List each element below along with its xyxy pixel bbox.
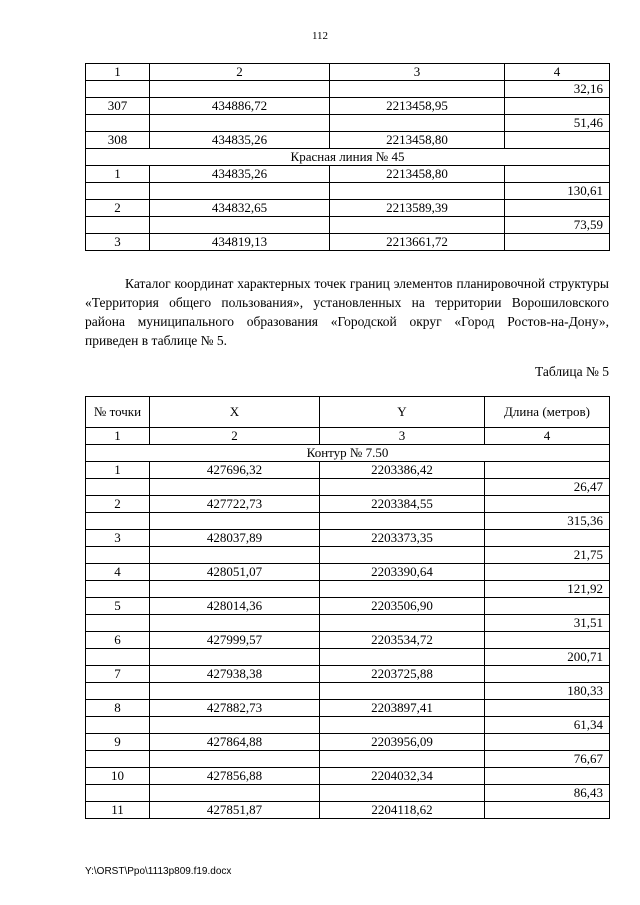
empty-cell xyxy=(320,547,485,564)
length-row xyxy=(86,115,610,132)
length-cell xyxy=(505,132,610,149)
empty-cell xyxy=(320,649,485,666)
length-cell xyxy=(485,462,610,479)
empty-cell xyxy=(86,581,150,598)
length-cell xyxy=(505,166,610,183)
point-number: 6 xyxy=(86,632,150,649)
section-title: Красная линия № 45 xyxy=(86,149,610,166)
length-cell xyxy=(485,496,610,513)
y-coordinate: 2203725,88 xyxy=(320,666,485,683)
point-row xyxy=(86,666,610,683)
point-number: 308 xyxy=(86,132,150,149)
segment-length: 130,61 xyxy=(505,183,610,200)
segment-length: 51,46 xyxy=(505,115,610,132)
y-coordinate: 2203373,35 xyxy=(320,530,485,547)
file-path-footer: Y:\ORST\Ppo\1113p809.f19.docx xyxy=(85,866,232,877)
column-number: 1 xyxy=(86,64,150,81)
length-cell xyxy=(505,98,610,115)
length-row xyxy=(86,717,610,734)
point-row xyxy=(86,632,610,649)
empty-cell xyxy=(320,615,485,632)
length-cell xyxy=(485,802,610,819)
length-row xyxy=(86,785,610,802)
point-number: 11 xyxy=(86,802,150,819)
x-coordinate: 427696,32 xyxy=(150,462,320,479)
length-row xyxy=(86,683,610,700)
x-coordinate: 434886,72 xyxy=(150,98,330,115)
empty-cell xyxy=(86,785,150,802)
section-title: Контур № 7.50 xyxy=(86,445,610,462)
segment-length: 200,71 xyxy=(485,649,610,666)
point-number: 4 xyxy=(86,564,150,581)
point-row xyxy=(86,98,610,115)
column-number: 2 xyxy=(150,64,330,81)
empty-cell xyxy=(86,717,150,734)
length-row xyxy=(86,513,610,530)
y-coordinate: 2203386,42 xyxy=(320,462,485,479)
length-row xyxy=(86,183,610,200)
segment-length: 180,33 xyxy=(485,683,610,700)
empty-cell xyxy=(86,547,150,564)
point-number: 10 xyxy=(86,768,150,785)
column-number: 3 xyxy=(320,428,485,445)
segment-length: 21,75 xyxy=(485,547,610,564)
segment-length: 26,47 xyxy=(485,479,610,496)
y-coordinate: 2213458,80 xyxy=(330,166,505,183)
x-coordinate: 434819,13 xyxy=(150,234,330,251)
length-cell xyxy=(485,768,610,785)
y-coordinate: 2203384,55 xyxy=(320,496,485,513)
empty-cell xyxy=(150,683,320,700)
y-coordinate: 2203956,09 xyxy=(320,734,485,751)
length-cell xyxy=(485,734,610,751)
empty-cell xyxy=(320,479,485,496)
empty-cell xyxy=(86,217,150,234)
empty-cell xyxy=(150,785,320,802)
x-coordinate: 434835,26 xyxy=(150,132,330,149)
column-header: № точки xyxy=(86,397,150,428)
x-coordinate: 427938,38 xyxy=(150,666,320,683)
point-number: 7 xyxy=(86,666,150,683)
column-header: Y xyxy=(320,397,485,428)
empty-cell xyxy=(320,683,485,700)
empty-cell xyxy=(330,217,505,234)
point-number: 5 xyxy=(86,598,150,615)
empty-cell xyxy=(150,217,330,234)
x-coordinate: 427999,57 xyxy=(150,632,320,649)
segment-length: 315,36 xyxy=(485,513,610,530)
coordinates-table-continued xyxy=(85,63,610,251)
empty-cell xyxy=(150,615,320,632)
x-coordinate: 434832,65 xyxy=(150,200,330,217)
empty-cell xyxy=(150,513,320,530)
y-coordinate: 2203506,90 xyxy=(320,598,485,615)
x-coordinate: 427722,73 xyxy=(150,496,320,513)
length-cell xyxy=(505,234,610,251)
point-row xyxy=(86,530,610,547)
empty-cell xyxy=(86,513,150,530)
empty-cell xyxy=(330,81,505,98)
column-number-row xyxy=(86,64,610,81)
segment-length: 76,67 xyxy=(485,751,610,768)
point-number: 3 xyxy=(86,234,150,251)
empty-cell xyxy=(86,81,150,98)
empty-cell xyxy=(86,649,150,666)
point-row xyxy=(86,166,610,183)
empty-cell xyxy=(150,81,330,98)
length-cell xyxy=(505,200,610,217)
empty-cell xyxy=(86,115,150,132)
empty-cell xyxy=(330,183,505,200)
y-coordinate: 2203390,64 xyxy=(320,564,485,581)
segment-length: 31,51 xyxy=(485,615,610,632)
empty-cell xyxy=(320,785,485,802)
point-row xyxy=(86,462,610,479)
empty-cell xyxy=(320,513,485,530)
empty-cell xyxy=(320,717,485,734)
point-number: 3 xyxy=(86,530,150,547)
length-row xyxy=(86,81,610,98)
y-coordinate: 2203534,72 xyxy=(320,632,485,649)
empty-cell xyxy=(86,751,150,768)
header-row xyxy=(86,397,610,428)
segment-length: 86,43 xyxy=(485,785,610,802)
x-coordinate: 427856,88 xyxy=(150,768,320,785)
point-number: 1 xyxy=(86,462,150,479)
column-number: 4 xyxy=(505,64,610,81)
length-row xyxy=(86,751,610,768)
point-row xyxy=(86,768,610,785)
empty-cell xyxy=(150,649,320,666)
column-number-row xyxy=(86,428,610,445)
section-row xyxy=(86,445,610,462)
y-coordinate: 2213458,95 xyxy=(330,98,505,115)
column-number: 1 xyxy=(86,428,150,445)
x-coordinate: 427851,87 xyxy=(150,802,320,819)
segment-length: 61,34 xyxy=(485,717,610,734)
length-row xyxy=(86,649,610,666)
point-row xyxy=(86,234,610,251)
length-row xyxy=(86,547,610,564)
point-number: 1 xyxy=(86,166,150,183)
empty-cell xyxy=(150,547,320,564)
x-coordinate: 434835,26 xyxy=(150,166,330,183)
point-row xyxy=(86,564,610,581)
point-number: 8 xyxy=(86,700,150,717)
y-coordinate: 2203897,41 xyxy=(320,700,485,717)
y-coordinate: 2204118,62 xyxy=(320,802,485,819)
x-coordinate: 428051,07 xyxy=(150,564,320,581)
paragraph-text: Каталог координат характерных точек границ элементов планировочной структуры «Территория общего пользования», установленных на территории Ворошиловского района муниципального образования «Городской округ «Город Ростов-на-Дону», приведен в таблице № 5. xyxy=(85,276,609,348)
y-coordinate: 2213458,80 xyxy=(330,132,505,149)
point-row xyxy=(86,734,610,751)
length-row xyxy=(86,615,610,632)
column-header: X xyxy=(150,397,320,428)
table-caption: Таблица № 5 xyxy=(535,364,609,379)
length-cell xyxy=(485,666,610,683)
segment-length: 73,59 xyxy=(505,217,610,234)
length-row xyxy=(86,581,610,598)
point-row xyxy=(86,496,610,513)
y-coordinate: 2204032,34 xyxy=(320,768,485,785)
point-row xyxy=(86,700,610,717)
length-cell xyxy=(485,598,610,615)
point-row xyxy=(86,200,610,217)
empty-cell xyxy=(150,479,320,496)
coordinates-table-5 xyxy=(85,396,610,819)
length-row xyxy=(86,479,610,496)
empty-cell xyxy=(86,683,150,700)
point-row xyxy=(86,802,610,819)
length-cell xyxy=(485,530,610,547)
x-coordinate: 428014,36 xyxy=(150,598,320,615)
catalog-paragraph xyxy=(85,274,609,350)
length-cell xyxy=(485,564,610,581)
y-coordinate: 2213661,72 xyxy=(330,234,505,251)
column-number: 3 xyxy=(330,64,505,81)
point-row xyxy=(86,132,610,149)
point-number: 2 xyxy=(86,496,150,513)
empty-cell xyxy=(150,717,320,734)
empty-cell xyxy=(330,115,505,132)
length-cell xyxy=(485,700,610,717)
x-coordinate: 427864,88 xyxy=(150,734,320,751)
column-number: 2 xyxy=(150,428,320,445)
point-number: 9 xyxy=(86,734,150,751)
empty-cell xyxy=(86,615,150,632)
empty-cell xyxy=(150,751,320,768)
empty-cell xyxy=(150,115,330,132)
segment-length: 121,92 xyxy=(485,581,610,598)
x-coordinate: 427882,73 xyxy=(150,700,320,717)
segment-length: 32,16 xyxy=(505,81,610,98)
empty-cell xyxy=(150,183,330,200)
empty-cell xyxy=(320,751,485,768)
point-row xyxy=(86,598,610,615)
y-coordinate: 2213589,39 xyxy=(330,200,505,217)
section-row xyxy=(86,149,610,166)
length-cell xyxy=(485,632,610,649)
empty-cell xyxy=(150,581,320,598)
point-number: 2 xyxy=(86,200,150,217)
column-header: Длина (метров) xyxy=(485,397,610,428)
page-number: 112 xyxy=(311,30,329,42)
empty-cell xyxy=(86,183,150,200)
x-coordinate: 428037,89 xyxy=(150,530,320,547)
empty-cell xyxy=(86,479,150,496)
point-number: 307 xyxy=(86,98,150,115)
length-row xyxy=(86,217,610,234)
empty-cell xyxy=(320,581,485,598)
column-number: 4 xyxy=(485,428,610,445)
